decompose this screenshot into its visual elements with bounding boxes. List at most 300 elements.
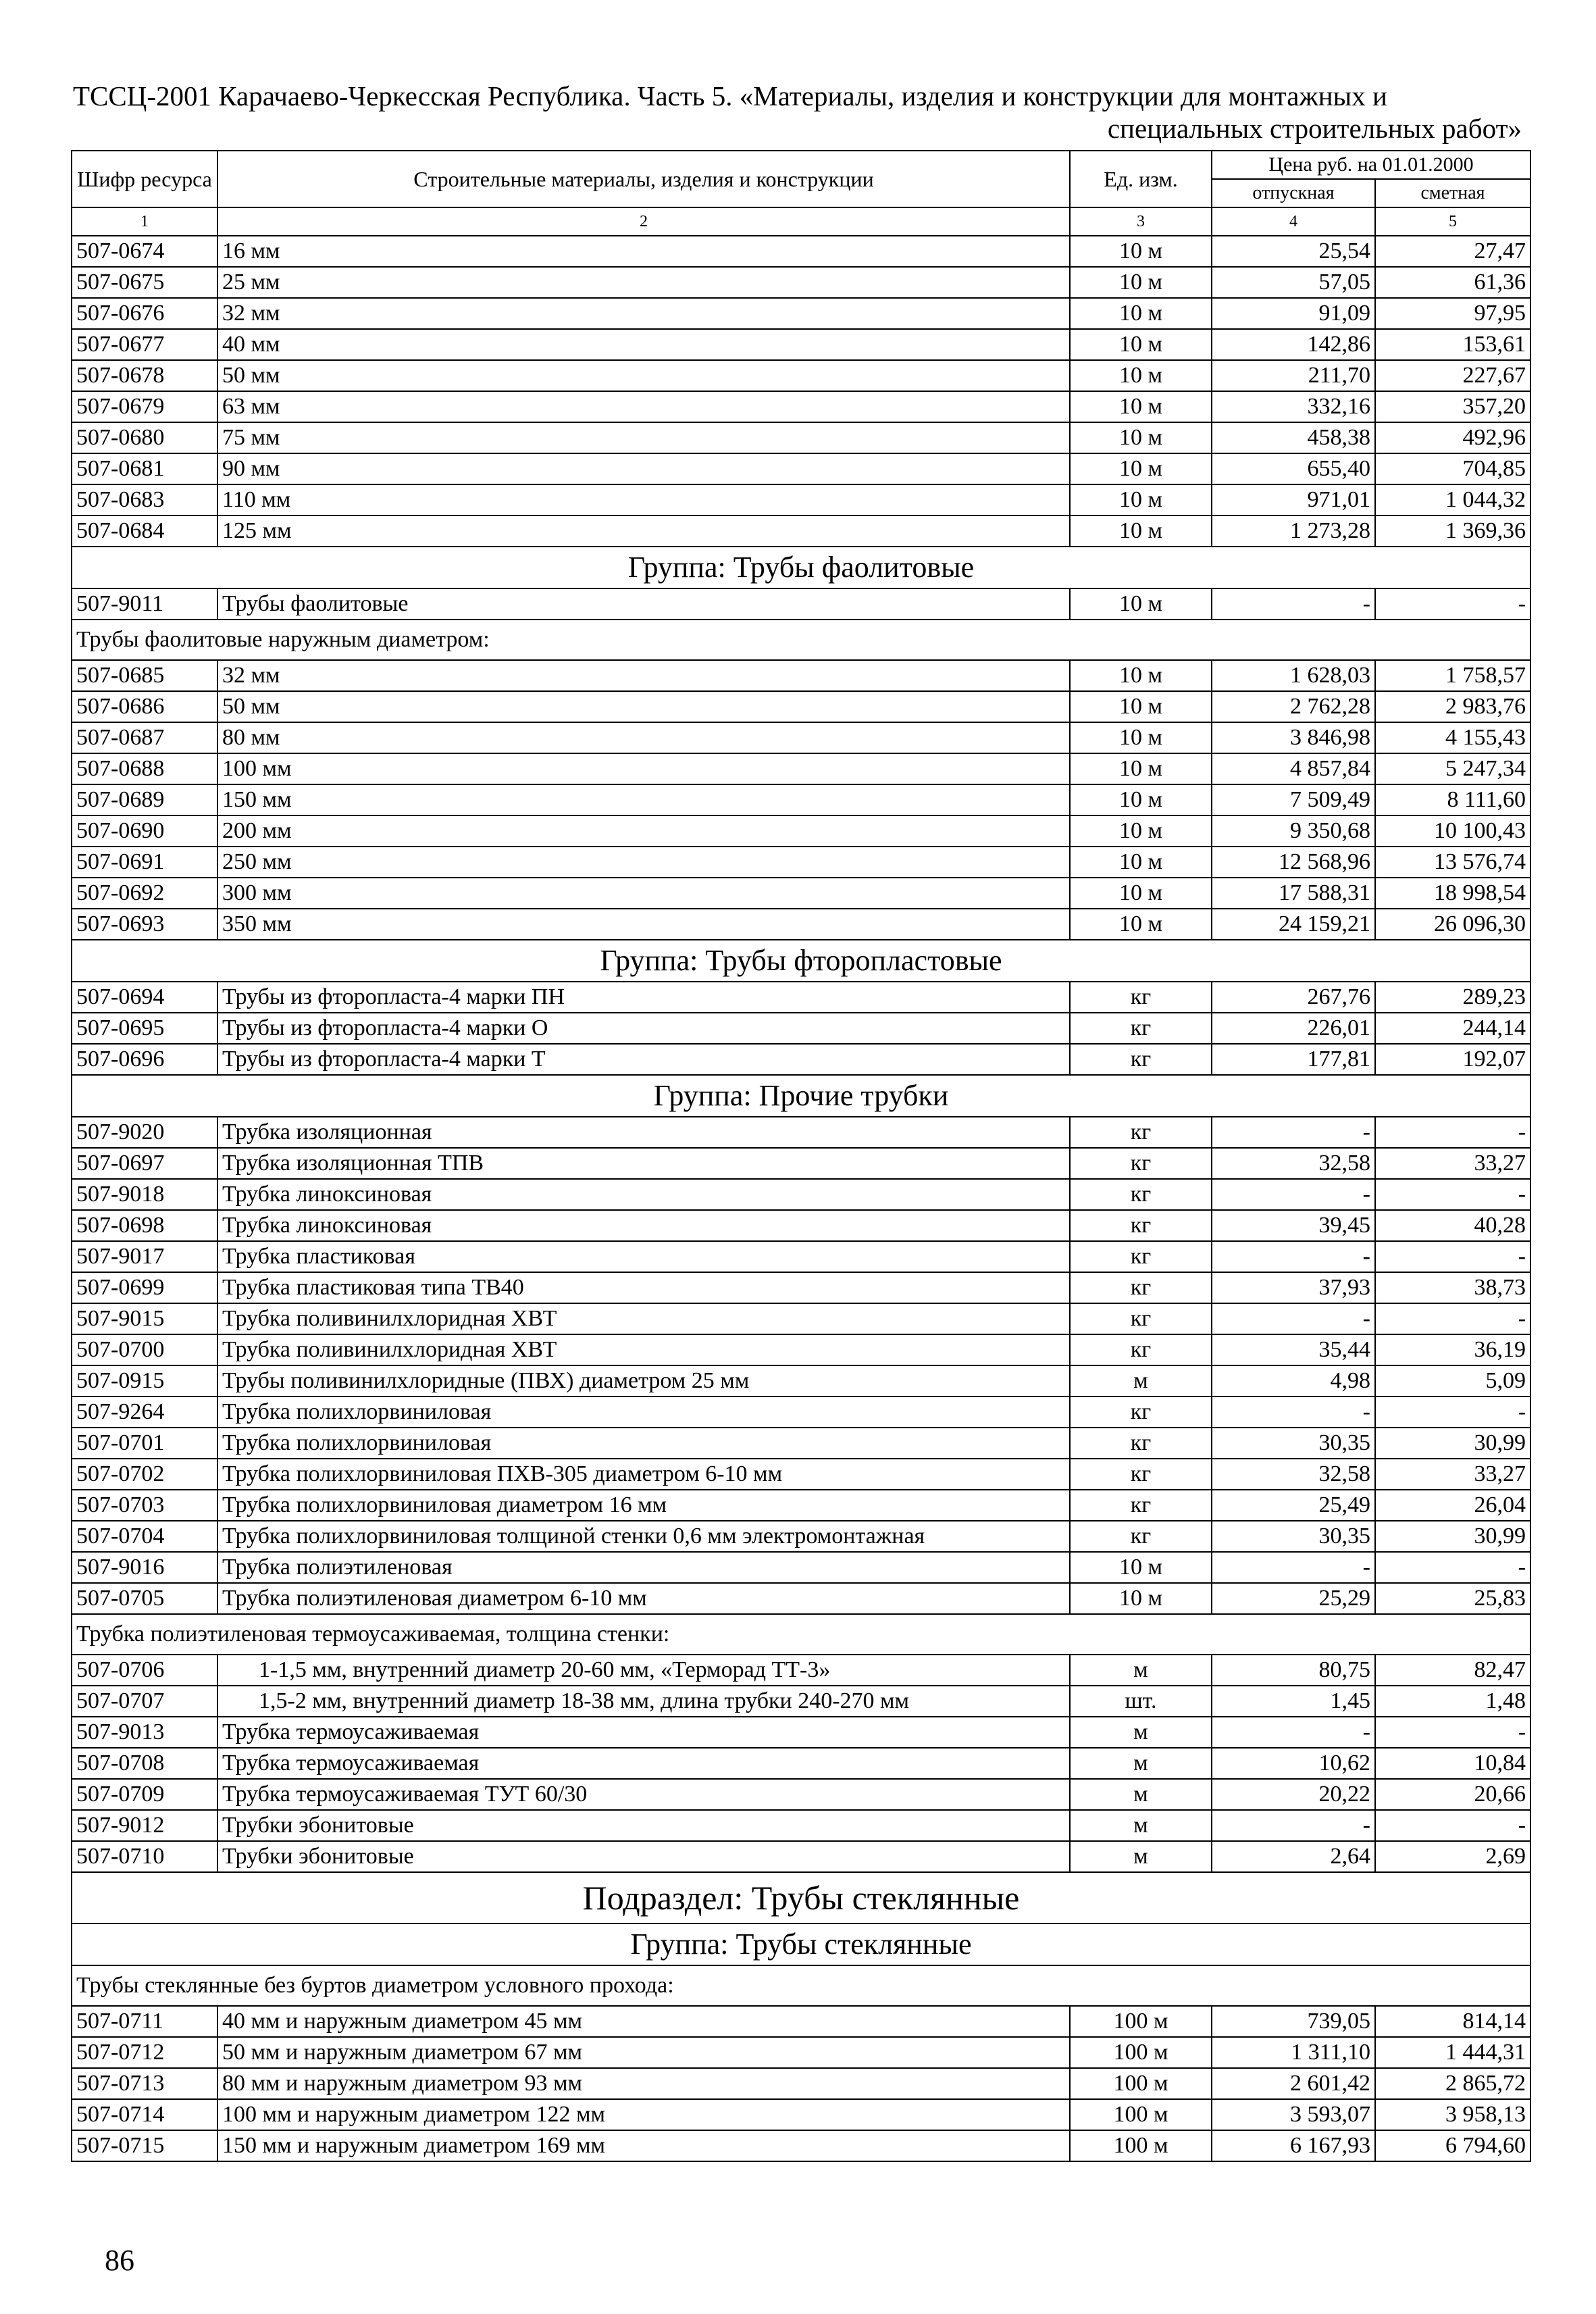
estimate-price: 2 983,76: [1375, 691, 1530, 722]
resource-code: 507-9015: [72, 1303, 217, 1334]
resource-code: 507-0708: [72, 1748, 217, 1779]
resource-code: 507-0696: [72, 1044, 217, 1075]
resource-code: 507-0715: [72, 2130, 217, 2161]
unit-of-measure: 100 м: [1070, 2130, 1212, 2161]
resource-code: 507-9016: [72, 1552, 217, 1583]
table-row: [72, 515, 1530, 547]
material-name: Трубка полиэтиленовая диаметром 6-10 мм: [217, 1583, 1070, 1614]
unit-of-measure: 10 м: [1070, 236, 1212, 267]
release-price: -: [1212, 1303, 1375, 1334]
material-name: Трубы из фторопласта-4 марки Т: [217, 1044, 1070, 1075]
table-row: [72, 2037, 1530, 2068]
estimate-price: 20,66: [1375, 1779, 1530, 1810]
estimate-price: 61,36: [1375, 267, 1530, 298]
release-price: 332,16: [1212, 391, 1375, 422]
resource-code: 507-0712: [72, 2037, 217, 2068]
resource-code: 507-0681: [72, 453, 217, 484]
estimate-price: 153,61: [1375, 329, 1530, 360]
unit-of-measure: 100 м: [1070, 2006, 1212, 2037]
table-row: [72, 2006, 1530, 2037]
column-number: 2: [217, 207, 1070, 236]
estimate-price: 2,69: [1375, 1841, 1530, 1872]
release-price: -: [1212, 1552, 1375, 1583]
table-body: [72, 236, 1530, 2161]
header-name: Строительные материалы, изделия и конструкции: [217, 151, 1070, 207]
estimate-price: 1,48: [1375, 1686, 1530, 1717]
table-row: [72, 1552, 1530, 1583]
estimate-price: 13 576,74: [1375, 847, 1530, 878]
resource-code: 507-0702: [72, 1459, 217, 1490]
resource-code: 507-0714: [72, 2099, 217, 2130]
material-name: 32 мм: [217, 298, 1070, 329]
material-name: Трубы поливинилхлоридные (ПВХ) диаметром 25 мм: [217, 1365, 1070, 1397]
table-row: [72, 691, 1530, 722]
release-price: 30,35: [1212, 1521, 1375, 1552]
resource-code: 507-9017: [72, 1241, 217, 1272]
resource-code: 507-9020: [72, 1117, 217, 1148]
unit-of-measure: 10 м: [1070, 391, 1212, 422]
material-name: 75 мм: [217, 422, 1070, 453]
release-price: 7 509,49: [1212, 784, 1375, 815]
release-price: 1 311,10: [1212, 2037, 1375, 2068]
page-header: [73, 80, 1528, 145]
header-price: Цена руб. на 01.01.2000: [1212, 151, 1530, 179]
unit-of-measure: 10 м: [1070, 588, 1212, 620]
resource-code: 507-0703: [72, 1490, 217, 1521]
release-price: 211,70: [1212, 360, 1375, 391]
material-name: Трубка полихлорвиниловая ПХВ-305 диаметром 6-10 мм: [217, 1459, 1070, 1490]
unit-of-measure: кг: [1070, 1521, 1212, 1552]
group-heading-row: [72, 547, 1530, 588]
unit-of-measure: кг: [1070, 982, 1212, 1013]
resource-code: 507-0679: [72, 391, 217, 422]
unit-of-measure: 100 м: [1070, 2037, 1212, 2068]
table-row: [72, 1303, 1530, 1334]
material-name: 63 мм: [217, 391, 1070, 422]
estimate-price: 5 247,34: [1375, 753, 1530, 784]
release-price: 6 167,93: [1212, 2130, 1375, 2161]
table-row: [72, 909, 1530, 940]
unit-of-measure: 10 м: [1070, 453, 1212, 484]
note-row: [72, 1614, 1530, 1655]
unit-of-measure: кг: [1070, 1397, 1212, 1428]
resource-code: 507-0676: [72, 298, 217, 329]
table-row: [72, 1210, 1530, 1241]
estimate-price: -: [1375, 1552, 1530, 1583]
unit-of-measure: кг: [1070, 1428, 1212, 1459]
header-estimate-price: сметная: [1375, 179, 1530, 207]
group-heading: Группа: Прочие трубки: [72, 1075, 1530, 1117]
estimate-price: -: [1375, 1397, 1530, 1428]
note-text: Трубка полиэтиленовая термоусаживаемая, толщина стенки:: [72, 1614, 1530, 1655]
estimate-price: 38,73: [1375, 1272, 1530, 1303]
estimate-price: -: [1375, 1717, 1530, 1748]
table-row: [72, 847, 1530, 878]
estimate-price: 492,96: [1375, 422, 1530, 453]
table-row: [72, 2130, 1530, 2161]
release-price: 226,01: [1212, 1013, 1375, 1044]
release-price: 17 588,31: [1212, 878, 1375, 909]
material-name: Трубка полихлорвиниловая толщиной стенки 0,6 мм электромонтажная: [217, 1521, 1070, 1552]
unit-of-measure: 10 м: [1070, 722, 1212, 753]
resource-code: 507-0707: [72, 1686, 217, 1717]
resource-code: 507-0704: [72, 1521, 217, 1552]
unit-of-measure: 10 м: [1070, 753, 1212, 784]
material-name: 100 мм и наружным диаметром 122 мм: [217, 2099, 1070, 2130]
unit-of-measure: м: [1070, 1365, 1212, 1397]
header-release-price: отпускная: [1212, 179, 1375, 207]
unit-of-measure: кг: [1070, 1210, 1212, 1241]
resource-code: 507-0678: [72, 360, 217, 391]
resource-code: 507-0697: [72, 1148, 217, 1179]
unit-of-measure: 10 м: [1070, 329, 1212, 360]
estimate-price: 1 369,36: [1375, 515, 1530, 547]
resource-code: 507-0705: [72, 1583, 217, 1614]
material-name: Трубы из фторопласта-4 марки ПН: [217, 982, 1070, 1013]
unit-of-measure: 10 м: [1070, 691, 1212, 722]
header-unit: Ед. изм.: [1070, 151, 1212, 207]
release-price: 177,81: [1212, 1044, 1375, 1075]
estimate-price: 10 100,43: [1375, 815, 1530, 847]
table-row: [72, 298, 1530, 329]
table-row: [72, 878, 1530, 909]
release-price: 57,05: [1212, 267, 1375, 298]
table-row: [72, 391, 1530, 422]
release-price: 2,64: [1212, 1841, 1375, 1872]
estimate-price: 33,27: [1375, 1459, 1530, 1490]
release-price: 32,58: [1212, 1148, 1375, 1179]
estimate-price: -: [1375, 588, 1530, 620]
table-row: [72, 1179, 1530, 1210]
material-name: Трубка полихлорвиниловая: [217, 1428, 1070, 1459]
unit-of-measure: м: [1070, 1810, 1212, 1841]
unit-of-measure: 10 м: [1070, 660, 1212, 691]
table-row: [72, 982, 1530, 1013]
unit-of-measure: м: [1070, 1717, 1212, 1748]
release-price: 80,75: [1212, 1655, 1375, 1686]
note-text: Трубы стеклянные без буртов диаметром условного прохода:: [72, 1965, 1530, 2006]
note-row: [72, 620, 1530, 660]
resource-code: 507-0688: [72, 753, 217, 784]
resource-code: 507-9264: [72, 1397, 217, 1428]
unit-of-measure: шт.: [1070, 1686, 1212, 1717]
material-name: Трубки эбонитовые: [217, 1841, 1070, 1872]
resource-code: 507-0689: [72, 784, 217, 815]
subsection-heading-row: [72, 1872, 1530, 1923]
subsection-heading: Подраздел: Трубы стеклянные: [72, 1872, 1530, 1923]
estimate-price: 814,14: [1375, 2006, 1530, 2037]
estimate-price: 10,84: [1375, 1748, 1530, 1779]
unit-of-measure: кг: [1070, 1459, 1212, 1490]
release-price: -: [1212, 1397, 1375, 1428]
release-price: 30,35: [1212, 1428, 1375, 1459]
resource-code: 507-0695: [72, 1013, 217, 1044]
unit-of-measure: кг: [1070, 1303, 1212, 1334]
resource-code: 507-9013: [72, 1717, 217, 1748]
estimate-price: -: [1375, 1241, 1530, 1272]
table-row: [72, 1841, 1530, 1872]
estimate-price: 18 998,54: [1375, 878, 1530, 909]
resource-code: 507-0698: [72, 1210, 217, 1241]
resource-code: 507-0685: [72, 660, 217, 691]
release-price: 24 159,21: [1212, 909, 1375, 940]
material-name: 300 мм: [217, 878, 1070, 909]
resource-code: 507-0713: [72, 2068, 217, 2099]
table-row: [72, 753, 1530, 784]
unit-of-measure: 10 м: [1070, 784, 1212, 815]
note-text: Трубы фаолитовые наружным диаметром:: [72, 620, 1530, 660]
material-name: 1-1,5 мм, внутренний диаметр 20-60 мм, «Терморад ТТ-3»: [217, 1655, 1070, 1686]
material-name: Трубка пластиковая: [217, 1241, 1070, 1272]
material-name: Трубка линоксиновая: [217, 1179, 1070, 1210]
column-number: 1: [72, 207, 217, 236]
unit-of-measure: 10 м: [1070, 878, 1212, 909]
unit-of-measure: 10 м: [1070, 909, 1212, 940]
table-row: [72, 329, 1530, 360]
unit-of-measure: кг: [1070, 1044, 1212, 1075]
material-name: 80 мм: [217, 722, 1070, 753]
material-name: 50 мм: [217, 691, 1070, 722]
table-row: [72, 1117, 1530, 1148]
price-table: [71, 150, 1531, 2162]
estimate-price: 27,47: [1375, 236, 1530, 267]
unit-of-measure: 10 м: [1070, 422, 1212, 453]
resource-code: 507-9012: [72, 1810, 217, 1841]
material-name: 350 мм: [217, 909, 1070, 940]
release-price: 1 628,03: [1212, 660, 1375, 691]
unit-of-measure: м: [1070, 1779, 1212, 1810]
table-row: [72, 267, 1530, 298]
estimate-price: 26 096,30: [1375, 909, 1530, 940]
release-price: -: [1212, 1717, 1375, 1748]
resource-code: 507-9011: [72, 588, 217, 620]
estimate-price: 8 111,60: [1375, 784, 1530, 815]
resource-code: 507-0701: [72, 1428, 217, 1459]
estimate-price: 4 155,43: [1375, 722, 1530, 753]
material-name: Трубка полихлорвиниловая: [217, 1397, 1070, 1428]
material-name: Трубка линоксиновая: [217, 1210, 1070, 1241]
resource-code: 507-0710: [72, 1841, 217, 1872]
table-row: [72, 453, 1530, 484]
unit-of-measure: м: [1070, 1655, 1212, 1686]
unit-of-measure: 10 м: [1070, 815, 1212, 847]
table-row: [72, 1044, 1530, 1075]
header-code: Шифр ресурса: [72, 151, 217, 207]
unit-of-measure: 10 м: [1070, 847, 1212, 878]
material-name: 40 мм и наружным диаметром 45 мм: [217, 2006, 1070, 2037]
estimate-price: 1 758,57: [1375, 660, 1530, 691]
group-heading: Группа: Трубы фаолитовые: [72, 547, 1530, 588]
table-header-row: [72, 151, 1530, 179]
table-row: [72, 1779, 1530, 1810]
resource-code: 507-0690: [72, 815, 217, 847]
material-name: 1,5-2 мм, внутренний диаметр 18-38 мм, длина трубки 240-270 мм: [217, 1686, 1070, 1717]
material-name: 40 мм: [217, 329, 1070, 360]
table-row: [72, 1810, 1530, 1841]
material-name: 100 мм: [217, 753, 1070, 784]
resource-code: 507-0677: [72, 329, 217, 360]
estimate-price: 30,99: [1375, 1428, 1530, 1459]
estimate-price: 5,09: [1375, 1365, 1530, 1397]
estimate-price: 25,83: [1375, 1583, 1530, 1614]
column-number: 3: [1070, 207, 1212, 236]
release-price: 3 593,07: [1212, 2099, 1375, 2130]
release-price: 4 857,84: [1212, 753, 1375, 784]
estimate-price: -: [1375, 1179, 1530, 1210]
release-price: 35,44: [1212, 1334, 1375, 1365]
group-heading: Группа: Трубы стеклянные: [72, 1923, 1530, 1965]
resource-code: 507-0699: [72, 1272, 217, 1303]
unit-of-measure: кг: [1070, 1117, 1212, 1148]
material-name: 200 мм: [217, 815, 1070, 847]
table-row: [72, 1397, 1530, 1428]
table-row: [72, 784, 1530, 815]
release-price: 20,22: [1212, 1779, 1375, 1810]
release-price: 25,49: [1212, 1490, 1375, 1521]
material-name: Трубка полихлорвиниловая диаметром 16 мм: [217, 1490, 1070, 1521]
material-name: Трубки эбонитовые: [217, 1810, 1070, 1841]
resource-code: 507-0687: [72, 722, 217, 753]
header-title-line2: специальных строительных работ»: [1107, 113, 1522, 144]
material-name: 250 мм: [217, 847, 1070, 878]
resource-code: 507-0700: [72, 1334, 217, 1365]
material-name: 25 мм: [217, 267, 1070, 298]
release-price: 37,93: [1212, 1272, 1375, 1303]
unit-of-measure: кг: [1070, 1241, 1212, 1272]
material-name: Трубка изоляционная: [217, 1117, 1070, 1148]
material-name: Трубка термоусаживаемая ТУТ 60/30: [217, 1779, 1070, 1810]
table-row: [72, 815, 1530, 847]
estimate-price: 40,28: [1375, 1210, 1530, 1241]
estimate-price: -: [1375, 1810, 1530, 1841]
unit-of-measure: кг: [1070, 1179, 1212, 1210]
resource-code: 507-0674: [72, 236, 217, 267]
unit-of-measure: кг: [1070, 1148, 1212, 1179]
unit-of-measure: 100 м: [1070, 2099, 1212, 2130]
unit-of-measure: кг: [1070, 1013, 1212, 1044]
resource-code: 507-0694: [72, 982, 217, 1013]
page-number: 86: [105, 2244, 134, 2277]
group-heading-row: [72, 940, 1530, 982]
estimate-price: 1 044,32: [1375, 484, 1530, 515]
table-row: [72, 1148, 1530, 1179]
table-row: [72, 1748, 1530, 1779]
release-price: 2 601,42: [1212, 2068, 1375, 2099]
table-row: [72, 1241, 1530, 1272]
table-row: [72, 360, 1530, 391]
estimate-price: 244,14: [1375, 1013, 1530, 1044]
material-name: Трубка изоляционная ТПВ: [217, 1148, 1070, 1179]
table-row: [72, 1459, 1530, 1490]
table-row: [72, 1583, 1530, 1614]
unit-of-measure: 10 м: [1070, 267, 1212, 298]
release-price: 2 762,28: [1212, 691, 1375, 722]
table-row: [72, 1717, 1530, 1748]
table-row: [72, 1365, 1530, 1397]
table-row: [72, 2099, 1530, 2130]
group-heading-row: [72, 1923, 1530, 1965]
resource-code: 507-0709: [72, 1779, 217, 1810]
material-name: Трубка поливинилхлоридная ХВТ: [217, 1334, 1070, 1365]
table-row: [72, 1686, 1530, 1717]
unit-of-measure: 10 м: [1070, 484, 1212, 515]
estimate-price: 6 794,60: [1375, 2130, 1530, 2161]
material-name: 32 мм: [217, 660, 1070, 691]
resource-code: 507-0686: [72, 691, 217, 722]
release-price: -: [1212, 1117, 1375, 1148]
table-row: [72, 1490, 1530, 1521]
unit-of-measure: 10 м: [1070, 1583, 1212, 1614]
release-price: -: [1212, 588, 1375, 620]
material-name: Трубка термоусаживаемая: [217, 1717, 1070, 1748]
estimate-price: 1 444,31: [1375, 2037, 1530, 2068]
estimate-price: 30,99: [1375, 1521, 1530, 1552]
release-price: 971,01: [1212, 484, 1375, 515]
release-price: 3 846,98: [1212, 722, 1375, 753]
material-name: 50 мм: [217, 360, 1070, 391]
material-name: 80 мм и наружным диаметром 93 мм: [217, 2068, 1070, 2099]
release-price: 32,58: [1212, 1459, 1375, 1490]
resource-code: 507-9018: [72, 1179, 217, 1210]
release-price: 12 568,96: [1212, 847, 1375, 878]
material-name: Трубка пластиковая типа ТВ40: [217, 1272, 1070, 1303]
release-price: 9 350,68: [1212, 815, 1375, 847]
release-price: 655,40: [1212, 453, 1375, 484]
column-number: 4: [1212, 207, 1375, 236]
material-name: Трубка поливинилхлоридная ХВТ: [217, 1303, 1070, 1334]
material-name: 150 мм и наружным диаметром 169 мм: [217, 2130, 1070, 2161]
table-row: [72, 236, 1530, 267]
release-price: 1,45: [1212, 1686, 1375, 1717]
resource-code: 507-0706: [72, 1655, 217, 1686]
estimate-price: 227,67: [1375, 360, 1530, 391]
resource-code: 507-0680: [72, 422, 217, 453]
unit-of-measure: кг: [1070, 1334, 1212, 1365]
release-price: 739,05: [1212, 2006, 1375, 2037]
estimate-price: 36,19: [1375, 1334, 1530, 1365]
resource-code: 507-0691: [72, 847, 217, 878]
release-price: 25,29: [1212, 1583, 1375, 1614]
unit-of-measure: м: [1070, 1748, 1212, 1779]
column-number-row: [72, 207, 1530, 236]
estimate-price: 26,04: [1375, 1490, 1530, 1521]
unit-of-measure: 100 м: [1070, 2068, 1212, 2099]
unit-of-measure: 10 м: [1070, 298, 1212, 329]
release-price: 10,62: [1212, 1748, 1375, 1779]
column-number: 5: [1375, 207, 1530, 236]
material-name: 90 мм: [217, 453, 1070, 484]
release-price: 4,98: [1212, 1365, 1375, 1397]
estimate-price: -: [1375, 1117, 1530, 1148]
estimate-price: 97,95: [1375, 298, 1530, 329]
material-name: 50 мм и наружным диаметром 67 мм: [217, 2037, 1070, 2068]
table-row: [72, 1013, 1530, 1044]
release-price: 142,86: [1212, 329, 1375, 360]
material-name: 16 мм: [217, 236, 1070, 267]
estimate-price: 289,23: [1375, 982, 1530, 1013]
table-row: [72, 422, 1530, 453]
unit-of-measure: 10 м: [1070, 515, 1212, 547]
unit-of-measure: кг: [1070, 1490, 1212, 1521]
group-heading: Группа: Трубы фторопластовые: [72, 940, 1530, 982]
table-row: [72, 2068, 1530, 2099]
release-price: 1 273,28: [1212, 515, 1375, 547]
release-price: 91,09: [1212, 298, 1375, 329]
unit-of-measure: кг: [1070, 1272, 1212, 1303]
estimate-price: -: [1375, 1303, 1530, 1334]
material-name: Трубы из фторопласта-4 марки О: [217, 1013, 1070, 1044]
material-name: 150 мм: [217, 784, 1070, 815]
